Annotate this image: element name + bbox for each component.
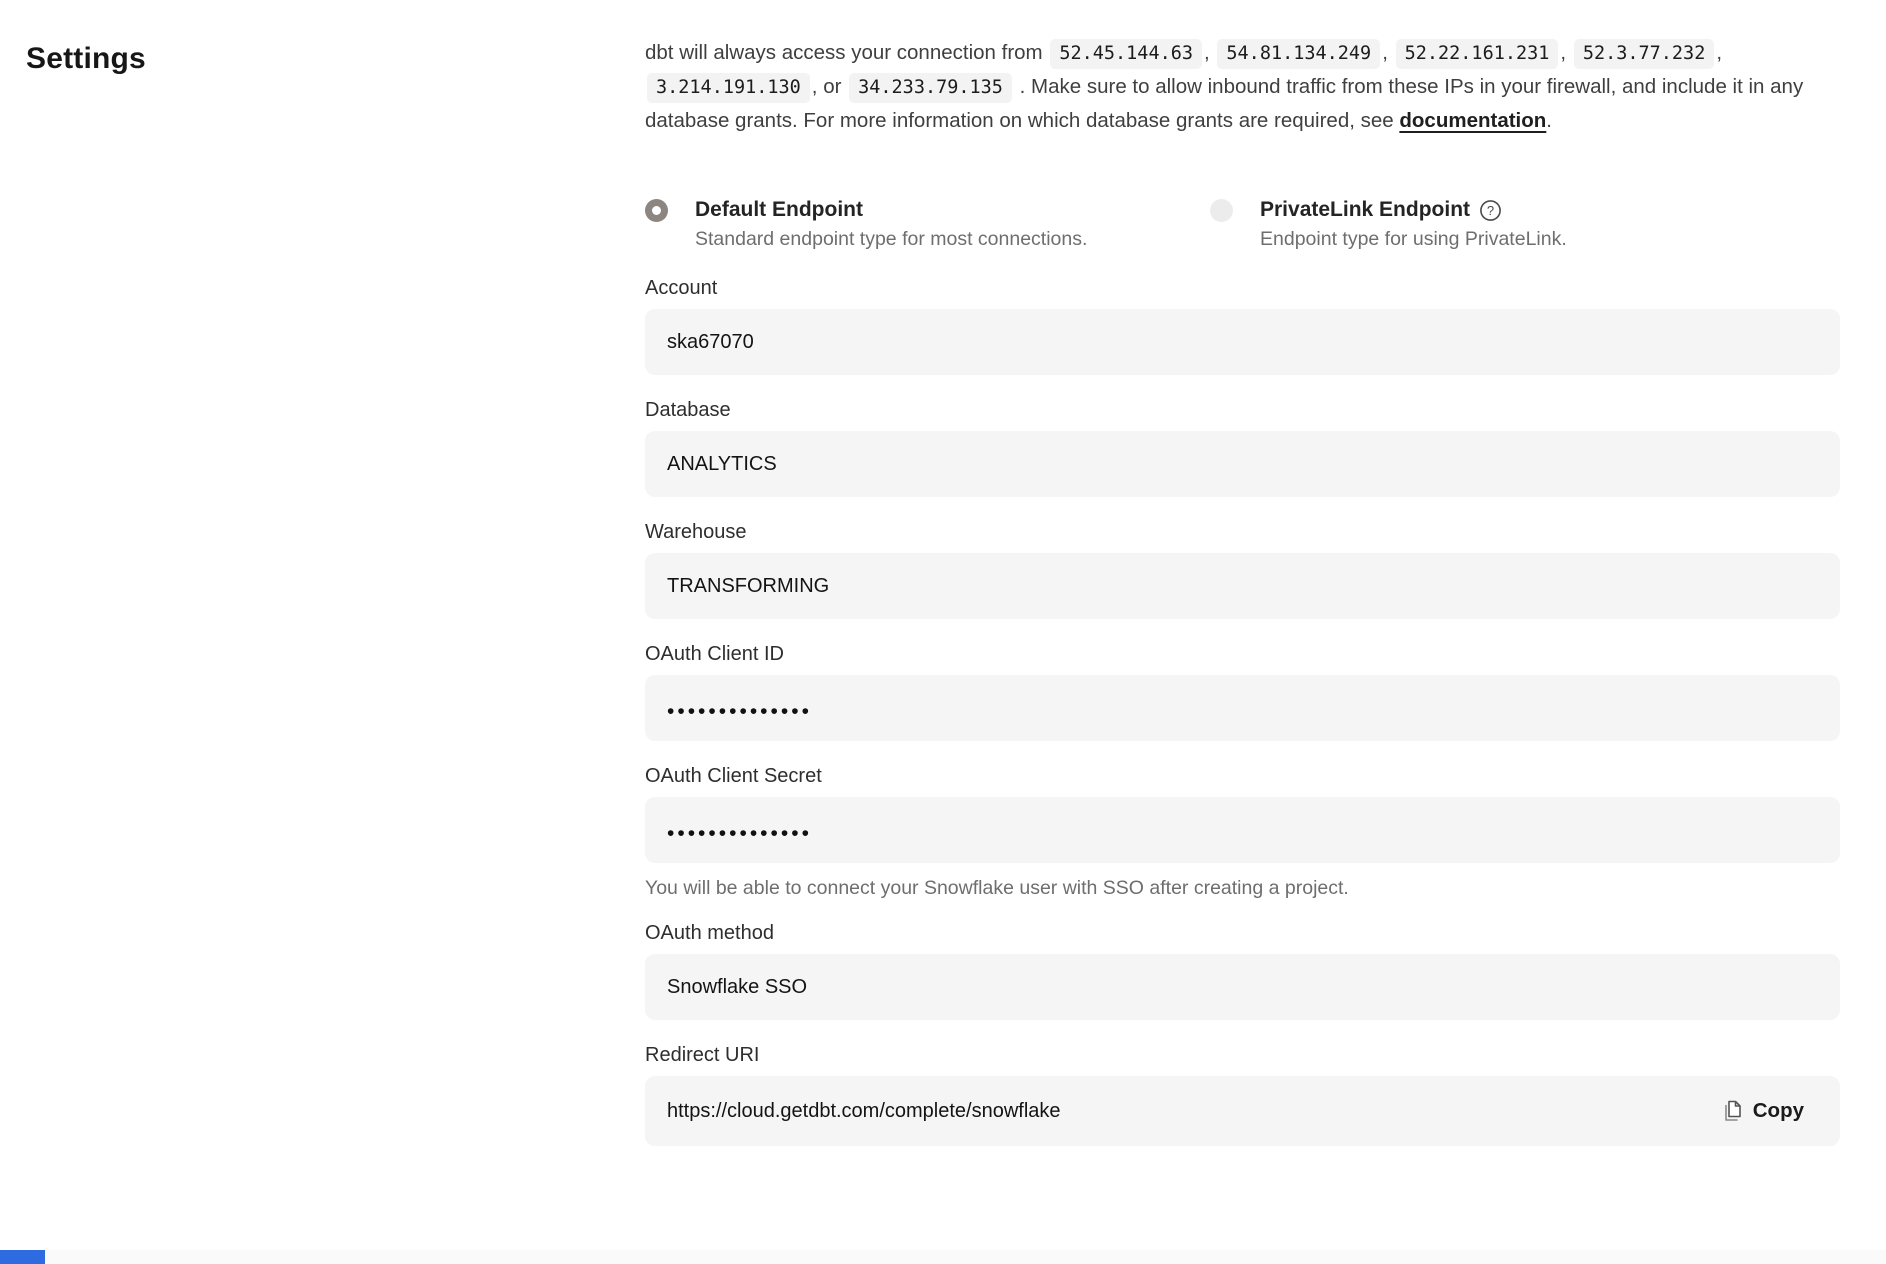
copy-button[interactable] [1722, 1099, 1818, 1123]
oauth-method-input[interactable] [645, 954, 1840, 1020]
svg-text:?: ? [1486, 202, 1495, 218]
separator: , [1716, 41, 1723, 64]
radio-option-label: Default Endpoint [695, 198, 863, 221]
page-title: Settings [26, 42, 146, 75]
oauth-method-value: Snowflake SSO [667, 975, 808, 998]
warehouse-input[interactable] [645, 553, 1840, 619]
radio-unselected-icon[interactable] [1210, 199, 1233, 222]
copy-icon [1722, 1099, 1743, 1123]
oauth-client-secret-field-group [645, 765, 1840, 900]
connection-form [645, 277, 1840, 1146]
database-input[interactable] [645, 431, 1840, 497]
question-mark-circle-icon[interactable] [1479, 199, 1502, 222]
warehouse-label: Warehouse [645, 521, 747, 543]
ip-address-chip: 3.214.191.130 [647, 73, 810, 103]
redirect-uri-input [645, 1076, 1840, 1146]
account-field-group [645, 277, 1840, 375]
separator: , [1382, 41, 1388, 64]
ip-address-chip: 34.233.79.135 [849, 73, 1012, 103]
radio-selected-icon[interactable] [645, 199, 668, 222]
oauth-method-field-group [645, 922, 1840, 1020]
intro-period: . [1546, 109, 1552, 132]
oauth-client-secret-input[interactable] [645, 797, 1840, 863]
intro-lead-text: dbt will always access your connection from [645, 41, 1043, 64]
oauth-client-id-label: OAuth Client ID [645, 643, 784, 665]
oauth-client-secret-masked-value: •••••••••••••• [667, 821, 812, 845]
ip-address-chip: 52.22.161.231 [1396, 39, 1559, 69]
separator: , [1204, 41, 1210, 64]
database-value: ANALYTICS [667, 452, 777, 475]
redirect-uri-value: https://cloud.getdbt.com/complete/snowflake [667, 1099, 1061, 1122]
oauth-method-label: OAuth method [645, 922, 774, 944]
ip-address-chip: 54.81.134.249 [1217, 39, 1380, 69]
intro-after-text: . Make sure to allow inbound traffic from these IPs in your firewall, and include it in any database grants. For more information on which database grants are required, see [645, 75, 1804, 132]
oauth-client-id-field-group [645, 643, 1840, 741]
warehouse-value: TRANSFORMING [667, 574, 830, 597]
separator: , or [811, 75, 842, 98]
ip-address-chip: 52.3.77.232 [1574, 39, 1715, 69]
database-label: Database [645, 399, 731, 421]
oauth-client-id-input[interactable] [645, 675, 1840, 741]
radio-option-description: Standard endpoint type for most connections. [695, 228, 1088, 250]
settings-content [645, 36, 1840, 1170]
documentation-link[interactable]: documentation [1399, 109, 1547, 132]
database-field-group [645, 399, 1840, 497]
bottom-blue-accent [0, 1250, 45, 1264]
warehouse-field-group [645, 521, 1840, 619]
account-value: ska67070 [667, 330, 754, 353]
redirect-uri-label: Redirect URI [645, 1044, 760, 1066]
radio-option-default-endpoint[interactable] [645, 198, 1210, 251]
redirect-uri-field-group [645, 1044, 1840, 1146]
oauth-client-id-masked-value: •••••••••••••• [667, 699, 812, 723]
account-label: Account [645, 277, 718, 299]
bottom-section-edge [0, 1250, 1886, 1264]
account-input[interactable] [645, 309, 1840, 375]
radio-option-privatelink-endpoint[interactable] [1210, 198, 1840, 251]
ip-address-chip: 52.45.144.63 [1050, 39, 1202, 69]
endpoint-type-group [645, 198, 1840, 251]
separator: , [1560, 41, 1567, 64]
ip-allowlist-paragraph [645, 36, 1840, 138]
sso-helper-text: You will be able to connect your Snowflake user with SSO after creating a project. [645, 877, 1349, 899]
copy-button-label: Copy [1752, 1099, 1804, 1122]
oauth-client-secret-label: OAuth Client Secret [645, 765, 822, 787]
radio-option-label: PrivateLink Endpoint [1260, 198, 1471, 221]
radio-option-description: Endpoint type for using PrivateLink. [1260, 228, 1567, 250]
